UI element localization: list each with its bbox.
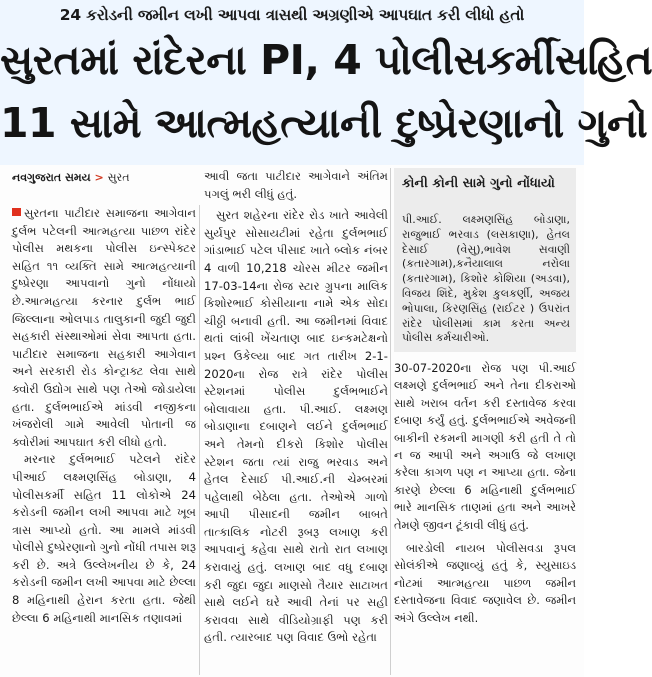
accused-list-box — [394, 168, 576, 352]
headline-block — [0, 30, 652, 165]
article-paragraph — [12, 205, 196, 451]
byline — [12, 171, 129, 185]
column-divider — [199, 205, 200, 675]
kicker-headline: 24 કરોડની જમીન લખી આપવા ત્રાસથી અગ્રણીએ આપઘાત કરી લીધો હતો — [0, 0, 584, 30]
article-paragraph: સુરત શહેરના રાંદેર રોડ ખાતે આવેલી સુર્યપુર સોસાયટીમાં રહેતા દુર્લભભાઈ ગાંડાભાઈ પટેલ પીસાદ ખાતે બ્લોક નંબર 4 વાળી 10,218 ચોરસ મીટર જમીન 17-03-14ના રોજ સ્ટાર ગ્રુપના માલિક કિશોરભાઈ કોસીયાના નામે એક સોદા ચીઠ્ઠી બનાવી હતી. આ જમીનમાં વિવાદ થતાં લાંબી ખેંચતાણ બાદ ઇન્કમટેક્ષનો પ્રશ્ન ઉકેલ્યા બાદ ગત તારીખ 2-1-2020ના રોજ રાત્રે રાંદેર પોલીસ સ્ટેશનમાં પોલીસ દુર્લભભાઈને બોલાવાયા હતા. પી.આઈ. લક્ષ્મણ બોડાણાના દબાણને લઈને દુર્લભભાઈ અને તેમનો દીકરો કિશોર પોલીસ સ્ટેશન જતા ત્યાં રાજુ ભરવાડ અને હેતલ દેસાઈ પી.આઈ.ની ચેમ્બરમાં પહેલાથી બેઠેલા હતા. તેઓએ ગાળો આપી પીસાદની જમીન બાબતે તાત્કાલિક નોટરી રૂબરૂ લખાણ કરી આપવાનું કહેવા સાથે રાતો રાત લખાણ કરાવાયું હતું. લખાણ બાદ વધુ દબાણ કરી જુદા જુદા માણસો તૈયાર સાટાખત સાથે લઈને ઘરે આવી તેનાં પર સહી કરાવવા સાથે વીડિયોગ્રાફી પણ કરી હતી. ત્યારબાદ પણ વિવાદ ઉભો રહેતા — [204, 208, 388, 645]
byline-source: નવગુજરાત સમય — [12, 171, 91, 184]
article-column-3 — [394, 360, 576, 633]
sidebar-body: પી.આઈ. લક્ષ્મણસિંહ બોડાણા, રાજુભાઈ ભરવાડ (લસકાણા), હેતલ દેસાઈ (વેસુ),ભાવેશ સવાણી (કતારગામ),કનૈયાલાલ નરોલા (કતારગામ), કિશોર કોશિયા (અડવા), વિજય શિંદે, મુકેશ કુલકર્ણી, અજય ભોપાલા, કિરણસિંહ (રાઈટર ) ઉપરાંત રાંદેર પોલીસમાં કામ કરતા અન્ય પોલીસ કર્મચારીઓ. — [402, 213, 570, 345]
article-column-1 — [12, 205, 196, 627]
article-text: સુરતના પાટીદાર સમાજના આગેવાન દુર્લભ પટેલની આત્મહત્યા પાછળ રાંદેર પોલીસ મથકના પોલીસ ઇન્સ્પેક્ટર સહિત ૧૧ વ્યક્તિ સામે આત્મહત્યાની દુષ્પ્રેરણા આપવાનો ગુનો નોંધાયો છે.આત્મહત્યા કરનાર દુર્લભ ભાઈ જિલ્લાના ઓલપાડ તાલુકાની જુદી જુદી સહકારી સંસ્થાઓમાં સેવા આપતા હતા. પાટીદાર સમાજના સહકારી આગેવાન અને સરકારી રોડ કોન્ટ્રાક્ટ લેવા સાથે ક્વોરી ઉદ્યોગ સાથે પણ તેઓ જોડાયેલા હતા. દુર્લભભાઈએ માંડવી નજીકના ખંજરોલી ગામે આવેલી પોતાની જ ક્વોરીમાં આપઘાત કરી લીધો હતો. — [12, 206, 196, 449]
column-divider — [390, 168, 391, 675]
article-paragraph: 30-07-2020ના રોજ પણ પી.આઈ લક્ષ્મણે દુર્લભભાઈ અને તેના દીકરાઓ સાથે ખરાબ વર્તન કરી દસ્તાવેજ કરવા દબાણ કર્યું હતું. દુર્લભભાઈએ અવેજની બાકીની રકમની માગણી કરી હતી તે તો ન જ આપી અને અગાઉ જે લખાણ કરેલા કાગળ પણ ન આપ્યા હતા. જેના કારણે છેલ્લા 6 મહિનાથી દુર્લભભાઈ ભારે માનસિક તાણમાં હતા અને આખરે તેમણે જીવન ટૂંકાવી લીધું હતું. — [394, 361, 576, 532]
byline-arrow-icon: > — [94, 171, 104, 184]
byline-city: સુરત — [107, 171, 130, 184]
red-marker-icon — [12, 208, 21, 216]
article-column-2 — [204, 168, 388, 647]
article-paragraph: બારડોલી નાયબ પોલીસવડા રૂપલ સોલંકીએ જણાવ્યું હતું કે, સ્યુસાઇડ નોટમાં આત્મહત્યા પાછળ જમીન દસ્તાવેજના વિવાદ જણાવેલ છે. જમીન અંગે ઉલ્લેખ નથી. — [394, 541, 576, 625]
article-paragraph: આવી જતા પાટીદાર આગેવાને અંતિમ પગલું ભરી લીધું હતું. — [204, 169, 388, 201]
sidebar-title: કોની કોની સામે ગુનો નોંધાયો — [402, 176, 555, 191]
headline-line-1: સુરતમાં રાંદેરના PI, 4 પોલીસકર્મીસહિત — [0, 36, 652, 84]
article-paragraph: મરનાર દુર્લભભાઈ પટેલને રાંદેર પીઆઈ લક્ષ્મણસિંહ બોડાણા, 4 પોલીસકર્મી સહિત 11 લોકોએ 24 કરોડની જમીન લખી આપવા માટે ખૂબ ત્રાસ આપ્યો હતો. આ મામલે માંડવી પોલીસે દુષ્પ્રેરણાનો ગુનો નોંધી તપાસ શરૂ કરી છે. અત્રે ઉલ્લેખનીય છે કે, 24 કરોડની જમીન લખી આપવા માટે છેલ્લા 8 મહિનાથી હેરાન કરતા હતા. જેથી છેલ્લા 6 મહિનાથી માનસિક તણાવમાં — [12, 452, 196, 625]
headline-line-2: 11 સામે આત્મહત્યાની દુષ્પ્રેરણાનો ગુનો — [0, 99, 648, 147]
